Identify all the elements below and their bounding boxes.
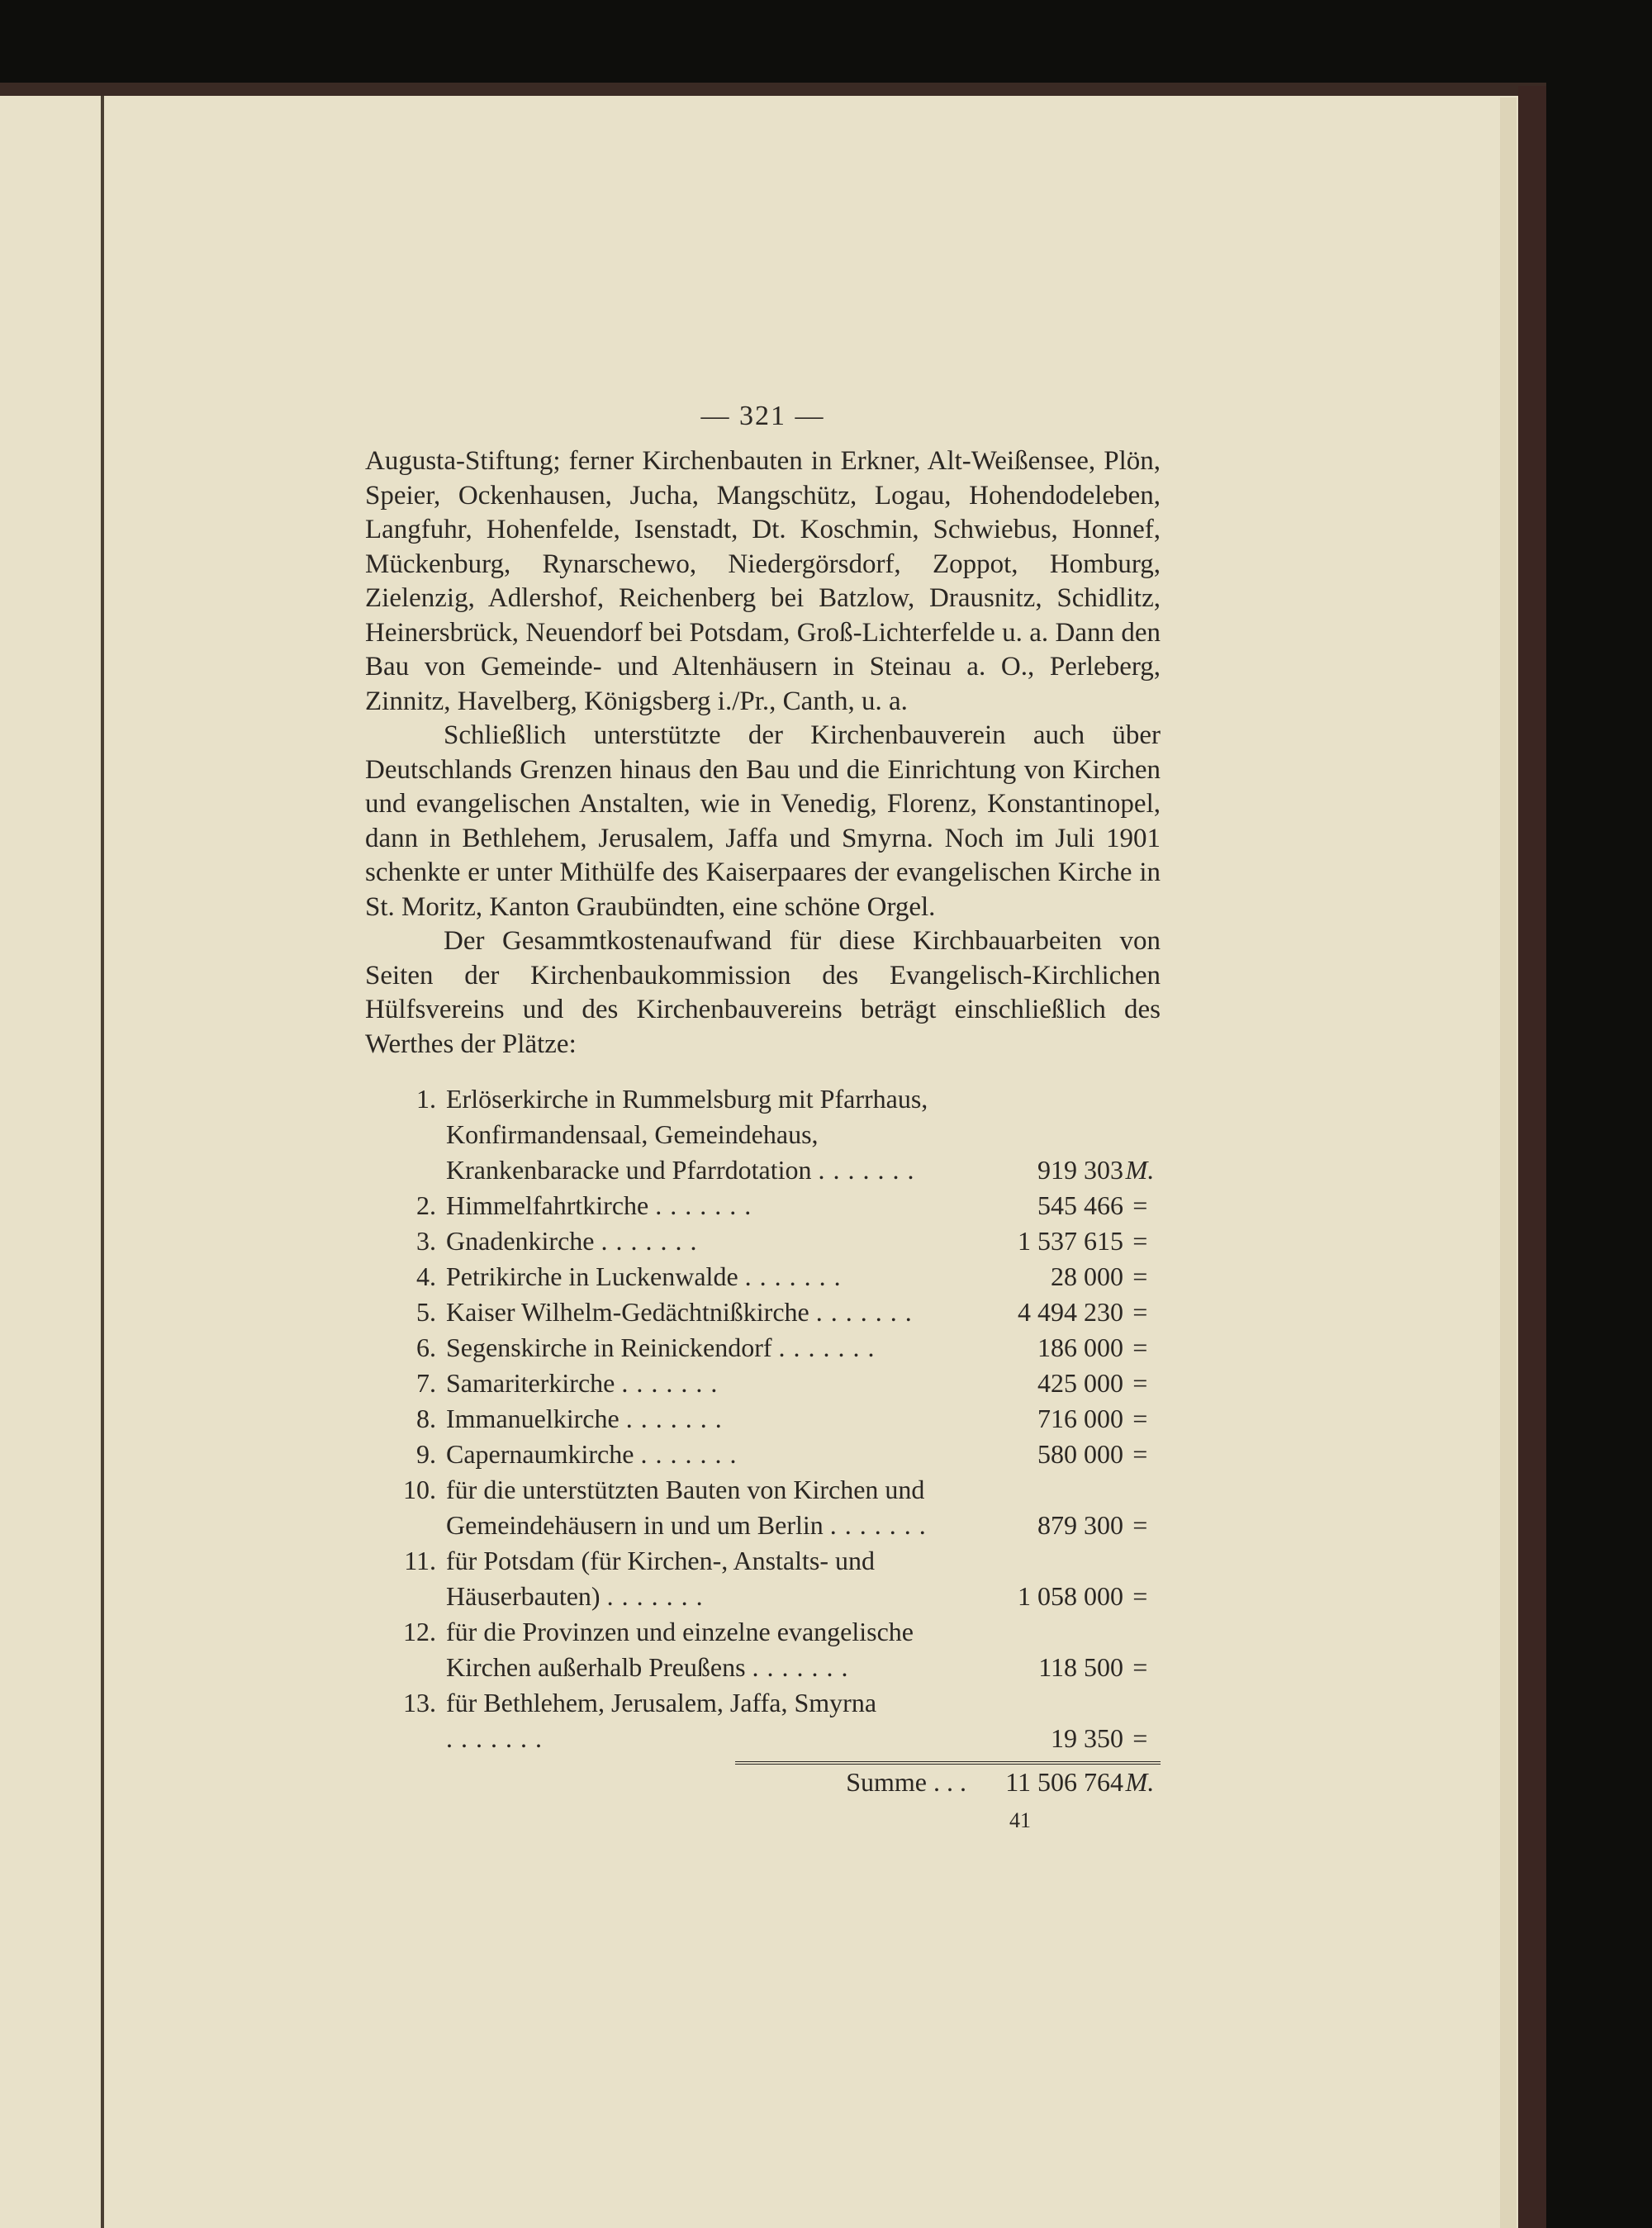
dot-leader: .......: [815, 1297, 920, 1327]
row-unit: =: [1131, 1226, 1149, 1256]
body-text: [365, 444, 1161, 1062]
row-description: Petrikirche in Luckenwalde .......: [446, 1261, 849, 1291]
table-row: [380, 1437, 1165, 1472]
row-amount: 425 000: [1037, 1368, 1123, 1398]
row-description: Kaiser Wilhelm-Gedächtnißkirche .......: [446, 1297, 920, 1327]
row-description: für die unterstützten Bauten von Kirchen und Gemeindehäusern in und um Berlin .......: [446, 1475, 934, 1540]
row-number: 12.: [403, 1617, 436, 1646]
row-amount: 186 000: [1037, 1333, 1123, 1362]
row-number: 9.: [416, 1439, 436, 1469]
row-amount: 1 058 000: [1018, 1581, 1123, 1611]
sum-row: [380, 1765, 1165, 1800]
row-description: Segenskirche in Reinickendorf .......: [446, 1333, 883, 1362]
dot-leader: .......: [601, 1226, 705, 1256]
row-unit: =: [1131, 1261, 1149, 1291]
page-right-edge: [1500, 97, 1517, 2228]
row-unit: =: [1131, 1581, 1149, 1611]
row-unit: =: [1131, 1652, 1149, 1682]
row-description: Capernaumkirche .......: [446, 1439, 745, 1469]
paragraph: Der Gesammtkostenaufwand für diese Kirchbauarbeiten von Seiten der Kirchenbaukommission des Evangelisch-Kirchlichen Hülfsvereins und des Kirchenbauvereins beträgt einschließlich des Werthes der Plätze:: [365, 926, 1161, 1059]
page-fold-line: [101, 96, 104, 2228]
row-number: 6.: [416, 1333, 436, 1362]
row-description: für Bethlehem, Jerusalem, Jaffa, Smyrna .......: [446, 1688, 877, 1753]
paragraph: Schließlich unterstützte der Kirchenbauverein auch über Deutschlands Grenzen hinaus den Bau und die Einrichtung von Kirchen und evangelischen Anstalten, wie in Venedig, Florenz, Konstantinopel, dann in Bethlehem, Jerusalem, Jaffa und Smyrna. Noch im Juli 1901 schenkte er unter Mithülfe des Kaiserpaares der evangelischen Kirche in St. Moritz, Kanton Graubündten, eine schöne Orgel.: [365, 720, 1161, 922]
table-row: [380, 1366, 1165, 1401]
table-row: [380, 1295, 1165, 1330]
row-unit: =: [1131, 1723, 1149, 1753]
signature-mark: 41: [1009, 1808, 1031, 1832]
dot-leader: .......: [744, 1261, 849, 1291]
row-description: für Potsdam (für Kirchen-, Anstalts- und Häuserbauten) .......: [446, 1546, 876, 1611]
row-amount: 580 000: [1037, 1439, 1123, 1469]
row-unit: =: [1131, 1297, 1149, 1327]
row-number: 13.: [403, 1688, 436, 1717]
table-row: [380, 1223, 1165, 1259]
page-number: — 321 —: [700, 401, 825, 431]
row-number: 11.: [404, 1546, 436, 1575]
sum-unit: M.: [1125, 1767, 1155, 1797]
row-number: 8.: [416, 1404, 436, 1433]
row-amount: 118 500: [1038, 1652, 1123, 1682]
row-description: für die Provinzen und einzelne evangelische Kirchen außerhalb Preußens .......: [446, 1617, 914, 1682]
table-row: [380, 1188, 1165, 1223]
row-amount: 716 000: [1037, 1404, 1123, 1433]
dot-leader: .......: [446, 1723, 550, 1753]
row-amount: 545 466: [1037, 1190, 1123, 1220]
book-binding: [1518, 86, 1546, 2228]
row-number: 7.: [416, 1368, 436, 1398]
row-number: 4.: [416, 1261, 436, 1291]
table-row: [380, 1543, 1165, 1614]
page-top-edge: [0, 83, 1546, 96]
row-amount: 1 537 615: [1018, 1226, 1123, 1256]
row-amount: 4 494 230: [1018, 1297, 1123, 1327]
dot-leader: .......: [778, 1333, 883, 1362]
dot-leader: .......: [625, 1404, 730, 1433]
dot-leader: .......: [655, 1190, 760, 1220]
row-unit: =: [1131, 1439, 1149, 1469]
row-description: Erlöserkirche in Rummelsburg mit Pfarrhaus, Konfirmandensaal, Gemeindehaus, Krankenbaracke und Pfarrdotation .......: [446, 1084, 928, 1185]
row-amount: 28 000: [1051, 1261, 1123, 1291]
table-row: [380, 1330, 1165, 1366]
table-row: [380, 1259, 1165, 1295]
row-amount: 919 303: [1037, 1155, 1123, 1185]
row-description: Gnadenkirche .......: [446, 1226, 705, 1256]
row-number: 10.: [403, 1475, 436, 1504]
dot-leader: .......: [640, 1439, 745, 1469]
row-description: Samariterkirche .......: [446, 1368, 726, 1398]
table-row: [380, 1614, 1165, 1685]
row-number: 2.: [416, 1190, 436, 1220]
text-column: [365, 398, 1161, 1835]
row-unit: =: [1131, 1333, 1149, 1362]
row-unit: =: [1131, 1404, 1149, 1433]
row-unit: =: [1131, 1510, 1149, 1540]
row-number: 3.: [416, 1226, 436, 1256]
sum-amount: 11 506 764: [1005, 1767, 1123, 1797]
row-unit: =: [1131, 1368, 1149, 1398]
row-description: Immanuelkirche .......: [446, 1404, 730, 1433]
table-row: [380, 1401, 1165, 1437]
dot-leader: .......: [621, 1368, 726, 1398]
paragraph: Augusta-Stiftung; ferner Kirchenbauten in Erkner, Alt-Weißensee, Plön, Speier, Ockenhausen, Jucha, Mangschütz, Logau, Hohendodeleben, Langfuhr, Hohenfelde, Isenstadt, Dt. Koschmin, Schwiebus, Honnef, Mückenburg, Rynarschewo, Niedergörsdorf, Zoppot, Homburg, Zielenzig, Adlershof, Reichenberg bei Batzlow, Drausnitz, Schidlitz, Heinersbrück, Neuendorf bei Potsdam, Groß-Lichterfelde u. a. Dann den Bau von Gemeinde- und Altenhäusern in Steinau a. O., Perleberg, Zinnitz, Havelberg, Königsberg i./Pr., Canth, u. a.: [365, 446, 1161, 716]
table-row: [380, 1472, 1165, 1543]
dot-leader: .......: [752, 1652, 857, 1682]
row-description: Himmelfahrtkirche .......: [446, 1190, 760, 1220]
row-unit: =: [1131, 1190, 1149, 1220]
row-amount: 879 300: [1037, 1510, 1123, 1540]
cost-table: [380, 1081, 1165, 1800]
dot-leader: .......: [818, 1155, 923, 1185]
row-amount: 19 350: [1051, 1723, 1123, 1753]
dot-leader: .......: [829, 1510, 934, 1540]
sum-label: Summe . . .: [846, 1767, 966, 1797]
dot-leader: .......: [606, 1581, 711, 1611]
row-number: 5.: [416, 1297, 436, 1327]
row-unit: M.: [1125, 1155, 1155, 1185]
row-number: 1.: [416, 1084, 436, 1114]
table-row: [380, 1081, 1165, 1188]
table-row: [380, 1685, 1165, 1756]
